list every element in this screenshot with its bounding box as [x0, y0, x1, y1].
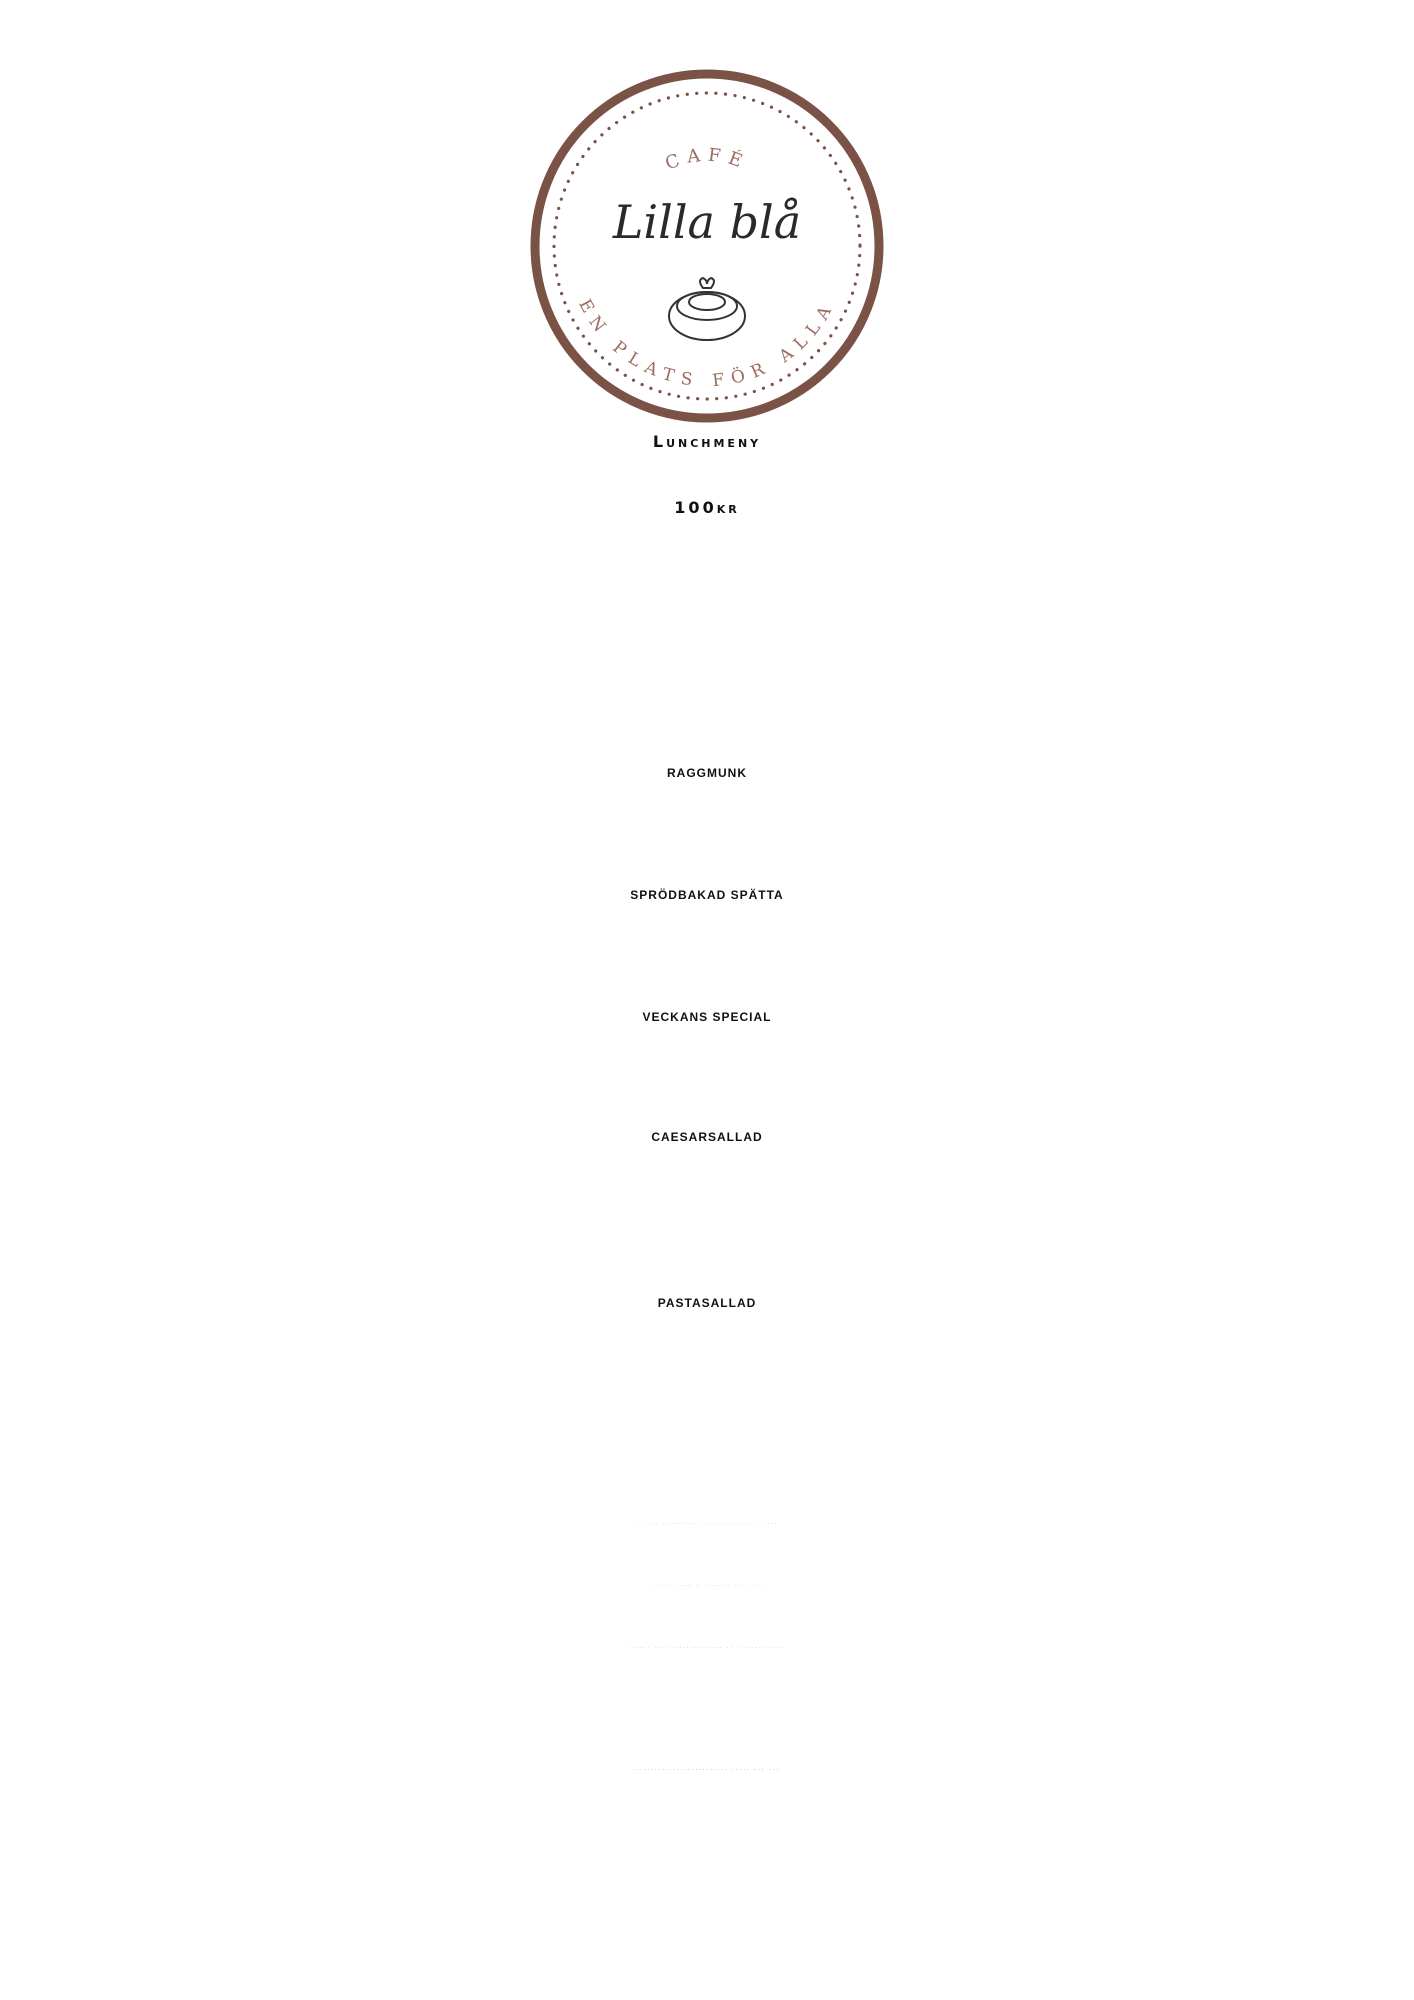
allergy-note: Allergier/kostpreferenser? Prata med oss	[633, 1770, 781, 1771]
note-line-2: Vi köper enbart svenskt kött och	[649, 1586, 765, 1587]
logo-top-text: CAFÉ	[662, 144, 752, 175]
note-line-3: högsta kvalitétsmärkningen på fisk/skaldjur	[629, 1648, 785, 1649]
cinnamon-bun-icon	[669, 278, 745, 340]
menu-price: 100kr	[674, 498, 740, 517]
cafe-logo	[527, 66, 887, 426]
logo-bottom-text: EN PLATS FÖR ALLA	[574, 296, 840, 392]
logo-name: Lilla blå	[612, 195, 802, 249]
logo-graphic	[527, 66, 887, 426]
dish-name-pastasallad: PASTASALLAD	[657, 1296, 757, 1310]
dish-name-veckans-special: VECKANS SPECIAL	[642, 1010, 772, 1024]
dish-name-sprodbakad-spatta: SPRÖDBAKAD SPÄTTA	[630, 888, 784, 902]
dish-name-caesarsallad: CAESARSALLAD	[651, 1130, 763, 1144]
note-line-1: All mat förbereds och tillagas på caféet	[634, 1524, 780, 1525]
menu-title: Lunchmeny	[652, 432, 762, 451]
dish-name-raggmunk: RAGGMUNK	[667, 766, 747, 780]
